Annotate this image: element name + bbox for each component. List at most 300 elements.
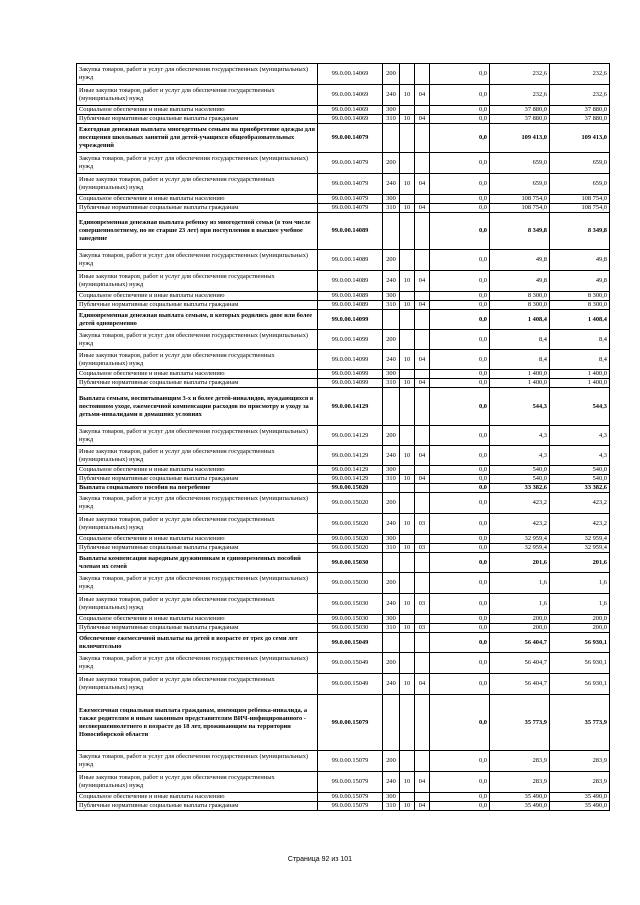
cell-rz: 10 <box>400 271 415 292</box>
cell-vr <box>383 633 400 653</box>
cell-vr <box>383 484 400 493</box>
cell-name: Социальное обеспечение и иные выплаты населению <box>77 195 318 204</box>
cell-rz <box>400 751 415 772</box>
cell-vr: 310 <box>383 802 400 811</box>
cell-value-2: 32 959,4 <box>490 544 550 553</box>
cell-value-2: 49,8 <box>490 271 550 292</box>
cell-value-3: 35 490,0 <box>550 802 610 811</box>
cell-rz <box>400 633 415 653</box>
cell-rz <box>400 615 415 624</box>
cell-rz <box>400 484 415 493</box>
table-row <box>77 615 610 624</box>
table-row <box>77 250 610 271</box>
table-row <box>77 388 610 426</box>
cell-vr: 200 <box>383 493 400 514</box>
cell-value-3: 32 959,4 <box>550 535 610 544</box>
cell-name: Публичные нормативные социальные выплаты гражданам <box>77 624 318 633</box>
cell-pr <box>415 615 430 624</box>
cell-name: Социальное обеспечение и иные выплаты населению <box>77 370 318 379</box>
cell-value-1: 0,0 <box>430 772 490 793</box>
cell-code: 99.0.00.14089 <box>318 292 383 301</box>
cell-name: Закупка товаров, работ и услуг для обеспечения государственных (муниципальных) нужд <box>77 153 318 174</box>
cell-vr: 240 <box>383 174 400 195</box>
cell-pr <box>415 535 430 544</box>
cell-vr: 300 <box>383 535 400 544</box>
table-row <box>77 466 610 475</box>
cell-value-1: 0,0 <box>430 292 490 301</box>
cell-value-2: 423,2 <box>490 493 550 514</box>
cell-pr <box>415 124 430 153</box>
cell-name: Социальное обеспечение и иные выплаты населению <box>77 106 318 115</box>
cell-pr <box>415 64 430 85</box>
cell-vr: 240 <box>383 674 400 695</box>
cell-name: Публичные нормативные социальные выплаты гражданам <box>77 204 318 213</box>
cell-pr: 03 <box>415 594 430 615</box>
cell-vr: 200 <box>383 64 400 85</box>
cell-vr: 240 <box>383 772 400 793</box>
cell-value-1: 0,0 <box>430 674 490 695</box>
cell-value-2: 8 300,0 <box>490 301 550 310</box>
cell-value-1: 0,0 <box>430 624 490 633</box>
cell-name: Социальное обеспечение и иные выплаты населению <box>77 615 318 624</box>
cell-vr: 240 <box>383 350 400 370</box>
cell-code: 99.0.00.14129 <box>318 466 383 475</box>
cell-value-1: 0,0 <box>430 195 490 204</box>
cell-value-1: 0,0 <box>430 633 490 653</box>
cell-pr: 04 <box>415 379 430 388</box>
table-row <box>77 310 610 330</box>
cell-value-3: 108 754,0 <box>550 204 610 213</box>
cell-code: 99.0.00.14099 <box>318 350 383 370</box>
cell-value-2: 1 400,0 <box>490 379 550 388</box>
cell-value-3: 283,9 <box>550 772 610 793</box>
table-row <box>77 271 610 292</box>
table-row <box>77 292 610 301</box>
cell-value-3: 4,3 <box>550 426 610 446</box>
table-row <box>77 493 610 514</box>
cell-value-3: 1 400,0 <box>550 370 610 379</box>
cell-vr <box>383 213 400 250</box>
cell-pr <box>415 388 430 426</box>
cell-rz: 10 <box>400 674 415 695</box>
cell-pr <box>415 573 430 594</box>
cell-value-2: 108 754,0 <box>490 195 550 204</box>
table-row <box>77 695 610 751</box>
table-row <box>77 594 610 615</box>
table-row <box>77 153 610 174</box>
cell-code: 99.0.00.14129 <box>318 426 383 446</box>
cell-code: 99.0.00.14079 <box>318 195 383 204</box>
cell-vr: 200 <box>383 153 400 174</box>
cell-rz: 10 <box>400 624 415 633</box>
cell-value-1: 0,0 <box>430 426 490 446</box>
cell-name: Иные закупки товаров, работ и услуг для обеспечения государственных (муниципальных) нужд <box>77 514 318 535</box>
cell-value-2: 33 382,6 <box>490 484 550 493</box>
cell-rz <box>400 124 415 153</box>
cell-vr: 310 <box>383 115 400 124</box>
cell-value-3: 200,0 <box>550 624 610 633</box>
cell-code: 99.0.00.14099 <box>318 370 383 379</box>
cell-rz <box>400 292 415 301</box>
cell-code: 99.0.00.14079 <box>318 174 383 195</box>
cell-value-2: 56 404,7 <box>490 633 550 653</box>
cell-value-3: 1 408,4 <box>550 310 610 330</box>
cell-vr: 240 <box>383 514 400 535</box>
cell-value-1: 0,0 <box>430 64 490 85</box>
table-row <box>77 204 610 213</box>
cell-value-2: 201,6 <box>490 553 550 573</box>
cell-code: 99.0.00.14099 <box>318 379 383 388</box>
table-row <box>77 379 610 388</box>
cell-value-1: 0,0 <box>430 653 490 674</box>
cell-value-2: 56 404,7 <box>490 653 550 674</box>
cell-vr <box>383 310 400 330</box>
table-row <box>77 573 610 594</box>
cell-pr <box>415 466 430 475</box>
cell-value-3: 1,6 <box>550 594 610 615</box>
budget-table <box>76 63 610 811</box>
cell-value-1: 0,0 <box>430 594 490 615</box>
cell-value-1: 0,0 <box>430 174 490 195</box>
cell-value-1: 0,0 <box>430 213 490 250</box>
cell-vr: 240 <box>383 271 400 292</box>
cell-code: 99.0.00.14079 <box>318 153 383 174</box>
cell-name: Выплата семьям, воспитывающим 3-х и более детей-инвалидов, нуждающихся в постоянном уходе, ежемесячной компенсации расходов по присмотру и уходу за детьми-инвалидами в домашних условиях <box>77 388 318 426</box>
cell-pr <box>415 793 430 802</box>
cell-rz: 10 <box>400 115 415 124</box>
cell-rz: 10 <box>400 802 415 811</box>
table-row <box>77 793 610 802</box>
cell-pr <box>415 310 430 330</box>
table-row <box>77 802 610 811</box>
cell-value-3: 232,6 <box>550 64 610 85</box>
cell-name: Иные закупки товаров, работ и услуг для обеспечения государственных (муниципальных) нужд <box>77 772 318 793</box>
cell-pr <box>415 426 430 446</box>
cell-name: Иные закупки товаров, работ и услуг для обеспечения государственных (муниципальных) нужд <box>77 271 318 292</box>
cell-pr <box>415 106 430 115</box>
cell-code: 99.0.00.14079 <box>318 124 383 153</box>
table-row <box>77 475 610 484</box>
cell-value-1: 0,0 <box>430 751 490 772</box>
cell-value-2: 283,9 <box>490 751 550 772</box>
cell-name: Публичные нормативные социальные выплаты гражданам <box>77 544 318 553</box>
cell-name: Иные закупки товаров, работ и услуг для обеспечения государственных (муниципальных) нужд <box>77 594 318 615</box>
table-row <box>77 633 610 653</box>
cell-rz: 10 <box>400 350 415 370</box>
cell-name: Публичные нормативные социальные выплаты гражданам <box>77 802 318 811</box>
cell-value-2: 8,4 <box>490 330 550 350</box>
cell-rz <box>400 695 415 751</box>
cell-value-3: 659,0 <box>550 174 610 195</box>
table-row <box>77 350 610 370</box>
cell-value-3: 56 930,1 <box>550 653 610 674</box>
cell-pr <box>415 330 430 350</box>
cell-value-1: 0,0 <box>430 615 490 624</box>
cell-vr: 240 <box>383 594 400 615</box>
cell-name: Выплата социального пособия на погребение <box>77 484 318 493</box>
cell-name: Иные закупки товаров, работ и услуг для обеспечения государственных (муниципальных) нужд <box>77 85 318 106</box>
cell-vr: 200 <box>383 250 400 271</box>
cell-vr: 310 <box>383 204 400 213</box>
cell-rz: 10 <box>400 446 415 466</box>
cell-value-3: 1 400,0 <box>550 379 610 388</box>
cell-value-1: 0,0 <box>430 350 490 370</box>
cell-value-2: 37 880,0 <box>490 106 550 115</box>
cell-value-3: 540,0 <box>550 466 610 475</box>
cell-name: Обеспечение ежемесячной выплаты на детей в возрасте от трех до семи лет включительно <box>77 633 318 653</box>
cell-pr: 04 <box>415 115 430 124</box>
cell-value-3: 49,8 <box>550 271 610 292</box>
cell-rz: 10 <box>400 475 415 484</box>
cell-rz <box>400 370 415 379</box>
table-row <box>77 514 610 535</box>
cell-code: 99.0.00.14089 <box>318 250 383 271</box>
cell-code: 99.0.00.14129 <box>318 388 383 426</box>
cell-rz <box>400 330 415 350</box>
cell-name: Ежегодная денежная выплата многодетным семьям на приобретение одежды для посещения школьных занятий для детей-учащихся общеобразовательных учреждений <box>77 124 318 153</box>
cell-code: 99.0.00.15079 <box>318 793 383 802</box>
cell-value-1: 0,0 <box>430 388 490 426</box>
cell-value-1: 0,0 <box>430 484 490 493</box>
cell-code: 99.0.00.15030 <box>318 624 383 633</box>
cell-vr: 240 <box>383 85 400 106</box>
table-row <box>77 772 610 793</box>
cell-code: 99.0.00.15030 <box>318 615 383 624</box>
cell-code: 99.0.00.15030 <box>318 553 383 573</box>
table-row <box>77 85 610 106</box>
cell-pr <box>415 633 430 653</box>
cell-rz: 10 <box>400 204 415 213</box>
table-row <box>77 544 610 553</box>
cell-code: 99.0.00.15020 <box>318 544 383 553</box>
cell-pr: 04 <box>415 204 430 213</box>
cell-value-1: 0,0 <box>430 379 490 388</box>
cell-rz: 10 <box>400 514 415 535</box>
cell-code: 99.0.00.14069 <box>318 115 383 124</box>
cell-value-3: 659,0 <box>550 153 610 174</box>
cell-rz <box>400 426 415 446</box>
cell-code: 99.0.00.15079 <box>318 751 383 772</box>
cell-code: 99.0.00.15079 <box>318 802 383 811</box>
cell-vr <box>383 124 400 153</box>
cell-value-3: 56 930,1 <box>550 633 610 653</box>
cell-rz <box>400 64 415 85</box>
cell-value-3: 1,6 <box>550 573 610 594</box>
cell-code: 99.0.00.14069 <box>318 85 383 106</box>
cell-code: 99.0.00.14069 <box>318 64 383 85</box>
cell-vr: 200 <box>383 653 400 674</box>
cell-rz: 10 <box>400 379 415 388</box>
cell-value-2: 200,0 <box>490 624 550 633</box>
cell-value-1: 0,0 <box>430 310 490 330</box>
cell-value-3: 32 959,4 <box>550 544 610 553</box>
cell-pr <box>415 751 430 772</box>
table-row <box>77 653 610 674</box>
cell-value-2: 540,0 <box>490 466 550 475</box>
cell-value-1: 0,0 <box>430 115 490 124</box>
cell-value-2: 659,0 <box>490 153 550 174</box>
cell-name: Единовременная денежная выплата ребенку из многодетной семьи (в том числе совершеннолетнему, но не старше 23 лет) при поступлении в высшее учебное заведение <box>77 213 318 250</box>
cell-code: 99.0.00.15020 <box>318 514 383 535</box>
cell-rz: 10 <box>400 594 415 615</box>
cell-value-1: 0,0 <box>430 85 490 106</box>
cell-value-3: 49,8 <box>550 250 610 271</box>
cell-pr <box>415 250 430 271</box>
cell-vr <box>383 695 400 751</box>
cell-value-2: 35 490,0 <box>490 802 550 811</box>
cell-value-1: 0,0 <box>430 370 490 379</box>
cell-vr: 200 <box>383 573 400 594</box>
cell-rz <box>400 213 415 250</box>
table-row <box>77 370 610 379</box>
cell-vr: 310 <box>383 544 400 553</box>
table-body <box>77 64 610 811</box>
table-row <box>77 751 610 772</box>
cell-code: 99.0.00.15030 <box>318 594 383 615</box>
cell-code: 99.0.00.15020 <box>318 493 383 514</box>
table-row <box>77 535 610 544</box>
cell-vr: 310 <box>383 624 400 633</box>
cell-pr <box>415 195 430 204</box>
cell-pr <box>415 695 430 751</box>
cell-rz: 10 <box>400 772 415 793</box>
cell-name: Единовременная денежная выплата семьям, в которых родились двое или более детей одновременно <box>77 310 318 330</box>
cell-name: Ежемесячная социальная выплата гражданам, имеющим ребенка-инвалида, а также родителям и иным законным представителям ВИЧ-инфицированного - несовершеннолетнего в возрасте до 18 лет, проживающим на территории Новосибирской области <box>77 695 318 751</box>
cell-pr: 04 <box>415 674 430 695</box>
cell-value-1: 0,0 <box>430 466 490 475</box>
cell-value-3: 8 300,0 <box>550 301 610 310</box>
cell-vr: 240 <box>383 446 400 466</box>
cell-pr <box>415 493 430 514</box>
cell-name: Социальное обеспечение и иные выплаты населению <box>77 535 318 544</box>
cell-vr: 300 <box>383 793 400 802</box>
cell-pr: 04 <box>415 350 430 370</box>
cell-pr: 04 <box>415 174 430 195</box>
table-row <box>77 124 610 153</box>
cell-code: 99.0.00.14079 <box>318 204 383 213</box>
cell-code: 99.0.00.14089 <box>318 213 383 250</box>
cell-value-1: 0,0 <box>430 793 490 802</box>
cell-value-1: 0,0 <box>430 124 490 153</box>
cell-value-2: 35 490,0 <box>490 793 550 802</box>
cell-name: Публичные нормативные социальные выплаты гражданам <box>77 115 318 124</box>
cell-value-3: 108 754,0 <box>550 195 610 204</box>
cell-pr <box>415 213 430 250</box>
cell-value-3: 8 300,0 <box>550 292 610 301</box>
cell-code: 99.0.00.14129 <box>318 475 383 484</box>
cell-pr: 03 <box>415 514 430 535</box>
cell-value-2: 200,0 <box>490 615 550 624</box>
cell-name: Иные закупки товаров, работ и услуг для обеспечения государственных (муниципальных) нужд <box>77 446 318 466</box>
cell-value-3: 423,2 <box>550 514 610 535</box>
cell-pr <box>415 370 430 379</box>
cell-value-3: 200,0 <box>550 615 610 624</box>
cell-value-1: 0,0 <box>430 153 490 174</box>
cell-name: Иные закупки товаров, работ и услуг для обеспечения государственных (муниципальных) нужд <box>77 674 318 695</box>
cell-value-3: 232,6 <box>550 85 610 106</box>
cell-pr <box>415 484 430 493</box>
cell-code: 99.0.00.15030 <box>318 573 383 594</box>
cell-rz <box>400 153 415 174</box>
cell-value-1: 0,0 <box>430 330 490 350</box>
cell-vr: 300 <box>383 292 400 301</box>
cell-pr <box>415 653 430 674</box>
cell-pr: 04 <box>415 85 430 106</box>
cell-rz <box>400 195 415 204</box>
cell-value-3: 56 930,1 <box>550 674 610 695</box>
cell-name: Социальное обеспечение и иные выплаты населению <box>77 466 318 475</box>
cell-value-1: 0,0 <box>430 544 490 553</box>
cell-value-3: 4,3 <box>550 446 610 466</box>
cell-value-1: 0,0 <box>430 514 490 535</box>
cell-code: 99.0.00.14099 <box>318 310 383 330</box>
cell-rz <box>400 388 415 426</box>
cell-rz: 10 <box>400 85 415 106</box>
cell-name: Публичные нормативные социальные выплаты гражданам <box>77 475 318 484</box>
cell-vr <box>383 388 400 426</box>
cell-name: Публичные нормативные социальные выплаты гражданам <box>77 301 318 310</box>
cell-name: Закупка товаров, работ и услуг для обеспечения государственных (муниципальных) нужд <box>77 573 318 594</box>
cell-rz: 10 <box>400 544 415 553</box>
cell-value-2: 35 773,9 <box>490 695 550 751</box>
cell-rz <box>400 106 415 115</box>
cell-name: Закупка товаров, работ и услуг для обеспечения государственных (муниципальных) нужд <box>77 653 318 674</box>
page-number: Страница 92 из 101 <box>287 856 353 863</box>
cell-rz <box>400 535 415 544</box>
cell-value-3: 37 880,0 <box>550 106 610 115</box>
cell-vr: 300 <box>383 106 400 115</box>
cell-value-3: 540,0 <box>550 475 610 484</box>
cell-code: 99.0.00.15020 <box>318 535 383 544</box>
cell-value-3: 544,3 <box>550 388 610 426</box>
table-row <box>77 174 610 195</box>
cell-rz <box>400 250 415 271</box>
cell-value-1: 0,0 <box>430 695 490 751</box>
cell-vr: 300 <box>383 615 400 624</box>
cell-vr: 200 <box>383 330 400 350</box>
cell-name: Иные закупки товаров, работ и услуг для обеспечения государственных (муниципальных) нужд <box>77 174 318 195</box>
cell-value-1: 0,0 <box>430 553 490 573</box>
table-row <box>77 106 610 115</box>
cell-value-2: 232,6 <box>490 85 550 106</box>
cell-value-2: 8,4 <box>490 350 550 370</box>
cell-value-1: 0,0 <box>430 204 490 213</box>
cell-name: Закупка товаров, работ и услуг для обеспечения государственных (муниципальных) нужд <box>77 493 318 514</box>
cell-value-3: 8,4 <box>550 330 610 350</box>
cell-value-3: 283,9 <box>550 751 610 772</box>
cell-value-2: 544,3 <box>490 388 550 426</box>
cell-vr: 300 <box>383 466 400 475</box>
cell-value-3: 201,6 <box>550 553 610 573</box>
cell-value-1: 0,0 <box>430 250 490 271</box>
budget-table-container <box>76 63 609 811</box>
cell-name: Закупка товаров, работ и услуг для обеспечения государственных (муниципальных) нужд <box>77 250 318 271</box>
cell-name: Выплаты компенсации народным дружинникам и единовременных пособий членам их семей <box>77 553 318 573</box>
cell-pr: 04 <box>415 475 430 484</box>
cell-value-2: 32 959,4 <box>490 535 550 544</box>
table-row <box>77 446 610 466</box>
cell-rz: 10 <box>400 301 415 310</box>
table-row <box>77 624 610 633</box>
cell-value-1: 0,0 <box>430 475 490 484</box>
cell-value-3: 33 382,6 <box>550 484 610 493</box>
cell-value-3: 35 490,0 <box>550 793 610 802</box>
table-row <box>77 330 610 350</box>
cell-vr: 310 <box>383 301 400 310</box>
cell-value-2: 540,0 <box>490 475 550 484</box>
cell-name: Закупка товаров, работ и услуг для обеспечения государственных (муниципальных) нужд <box>77 426 318 446</box>
cell-vr: 200 <box>383 426 400 446</box>
